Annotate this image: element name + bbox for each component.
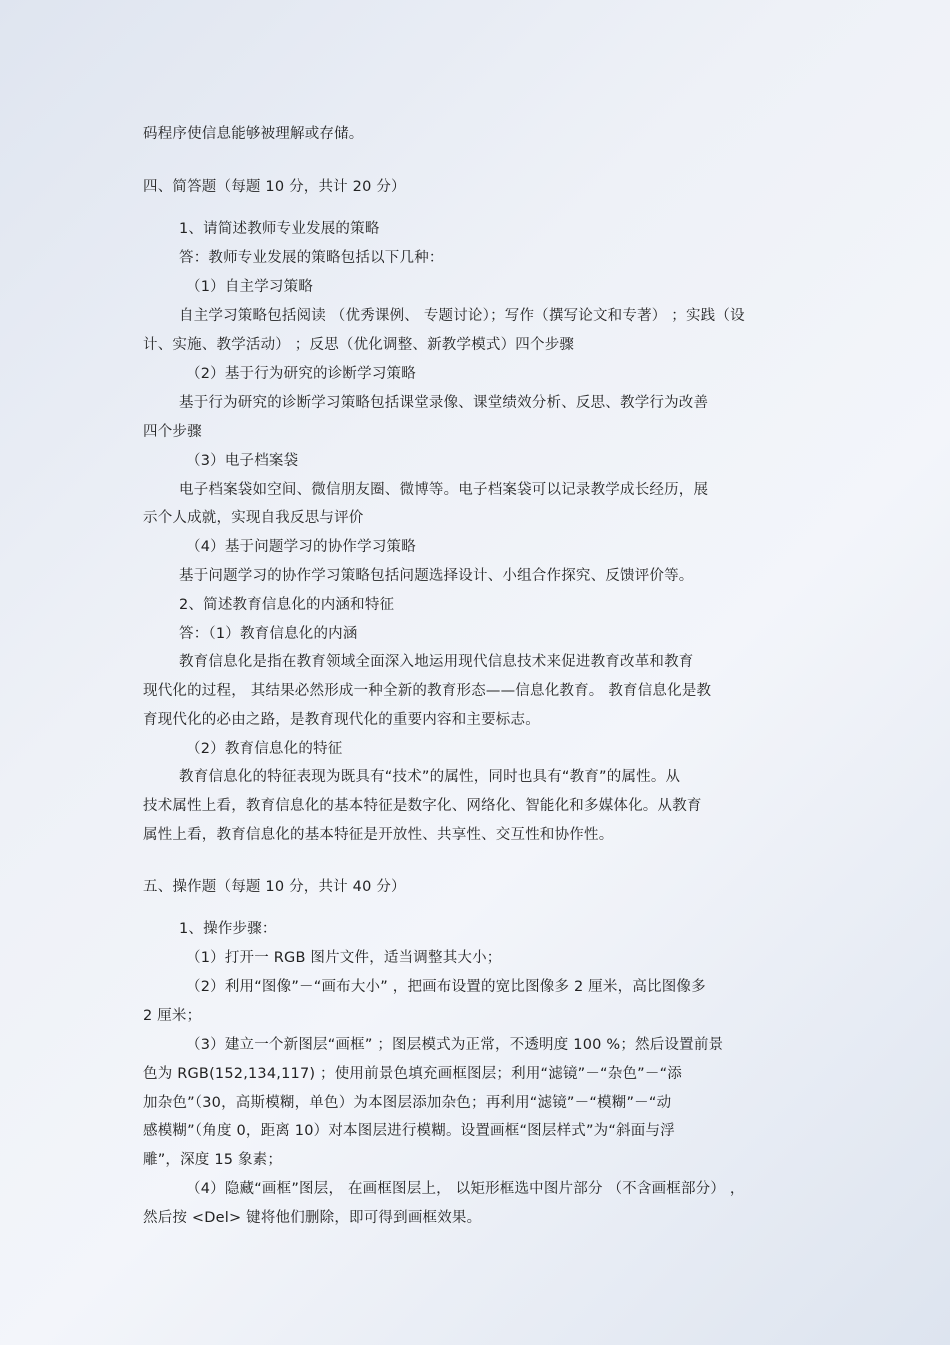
text-line: 教育信息化的特征表现为既具有“技术”的属性，同时也具有“教育”的属性。从	[179, 769, 681, 785]
text-line: 雕”，深度 15 象素；	[143, 1152, 283, 1168]
section-heading-short-answer: 四、简答题（每题 10 分，共计 20 分）	[143, 179, 406, 195]
question-heading: 1、请简述教师专业发展的策略	[179, 221, 380, 237]
text-line: 现代化的过程， 其结果必然形成一种全新的教育形态——信息化教育。 教育信息化是教	[143, 683, 712, 699]
answer-line: 答：教师专业发展的策略包括以下几种：	[179, 250, 444, 266]
section-heading-operation: 五、操作题（每题 10 分，共计 40 分）	[143, 879, 406, 895]
text-line: 基于问题学习的协作学习策略包括问题选择设计、小组合作探究、反馈评价等。	[179, 568, 694, 584]
question-heading: 2、简述教育信息化的内涵和特征	[179, 597, 395, 613]
step-line: （4）隐藏“画框”图层， 在画框图层上， 以矩形框选中图片部分 （不含画框部分） ，	[186, 1181, 745, 1197]
step-line: （3）建立一个新图层“画框” ；图层模式为正常，不透明度 100 %；然后设置前景	[186, 1037, 724, 1053]
text-line: 基于行为研究的诊断学习策略包括课堂录像、课堂绩效分析、反思、教学行为改善	[179, 395, 709, 411]
text-line: 色为 RGB(152,134,117) ；使用前景色填充画框图层；利用“滤镜”－“杂色”－“添	[143, 1066, 682, 1082]
text-line: 教育信息化是指在教育领域全面深入地运用现代信息技术来促进教育改革和教育	[179, 654, 694, 670]
text-line: 四个步骤	[143, 424, 202, 440]
subheading: （4）基于问题学习的协作学习策略	[186, 539, 416, 555]
step-line: （2）利用“图像”－“画布大小” ，把画布设置的宽比图像多 2 厘米，高比图像多	[186, 979, 706, 995]
text-line: 感模糊”（角度 0，距离 10）对本图层进行模糊。设置画框“图层样式”为“斜面与浮	[143, 1123, 675, 1139]
text-line: 2 厘米；	[143, 1008, 202, 1024]
text-line: 自主学习策略包括阅读 （优秀课例、 专题讨论）；写作（撰写论文和专著） ；实践（设	[179, 308, 745, 324]
text-line: 技术属性上看，教育信息化的基本特征是数字化、网络化、智能化和多媒体化。从教育	[143, 798, 702, 814]
subheading: （2）教育信息化的特征	[186, 741, 343, 757]
text-line: 然后按 <Del> 键将他们删除，即可得到画框效果。	[143, 1210, 482, 1226]
text-line: 加杂色”（30，高斯模糊，单色）为本图层添加杂色；再利用“滤镜”－“模糊”－“动	[143, 1095, 672, 1111]
answer-line: 答：（1）教育信息化的内涵	[179, 626, 358, 642]
subheading: （3）电子档案袋	[186, 453, 299, 469]
text-line: 电子档案袋如空间、微信朋友圈、微博等。电子档案袋可以记录教学成长经历，展	[179, 482, 709, 498]
text-line: 码程序使信息能够被理解或存储。	[143, 126, 364, 142]
subheading: （1）自主学习策略	[186, 279, 314, 295]
text-line: 示个人成就，实现自我反思与评价	[143, 510, 364, 526]
text-line: 属性上看，教育信息化的基本特征是开放性、共享性、交互性和协作性。	[143, 827, 614, 843]
question-heading: 1、操作步骤：	[179, 921, 277, 937]
subheading: （2）基于行为研究的诊断学习策略	[186, 366, 416, 382]
text-line: 育现代化的必由之路，是教育现代化的重要内容和主要标志。	[143, 712, 540, 728]
text-line: 计、实施、教学活动） ；反思（优化调整、新教学模式）四个步骤	[143, 337, 575, 353]
step-line: （1）打开一 RGB 图片文件，适当调整其大小；	[186, 950, 502, 966]
